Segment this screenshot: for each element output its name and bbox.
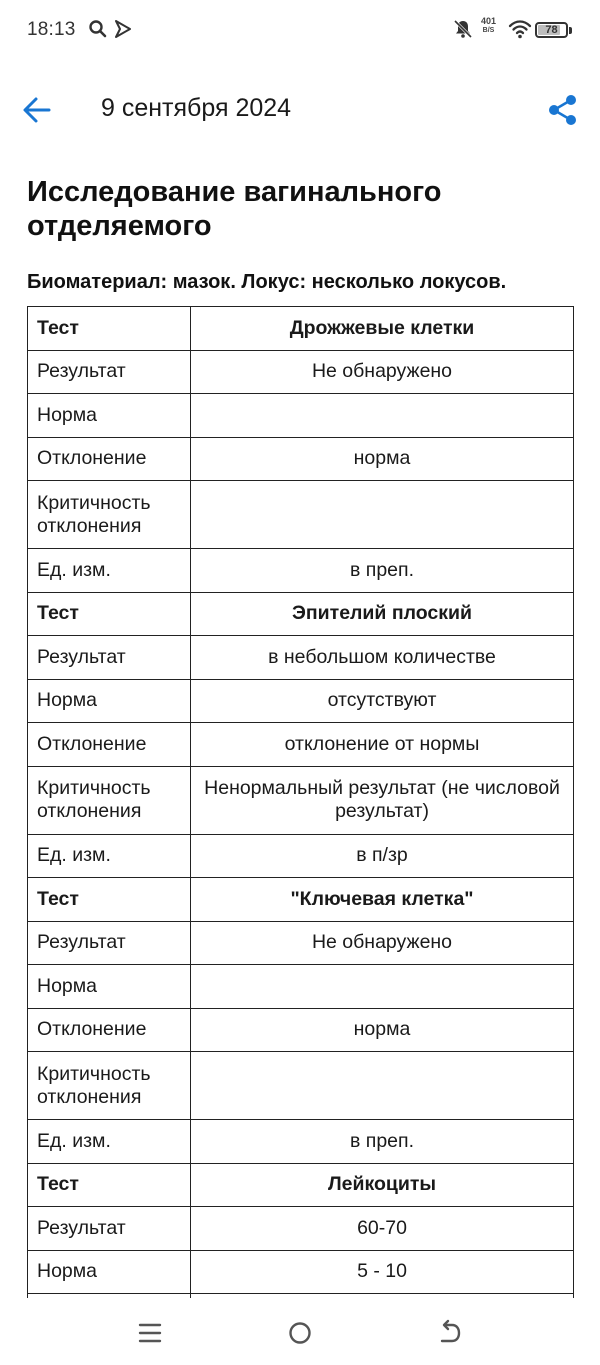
notifications-muted-icon (452, 18, 474, 40)
table-row (28, 723, 574, 767)
row-label: Тест (28, 592, 191, 636)
page-title: Исследование вагинального отделяемого (27, 176, 442, 242)
row-label: Норма (28, 679, 191, 723)
row-label: Критичность отклонения (28, 1052, 191, 1120)
row-value: 60-70 (191, 1207, 574, 1251)
table-row (28, 549, 574, 593)
row-value: Эпителий плоский (191, 592, 574, 636)
back-button[interactable] (18, 90, 58, 130)
row-label: Критичность отклонения (28, 766, 191, 834)
table-row (28, 437, 574, 481)
wifi-icon (508, 18, 532, 40)
table-row (28, 679, 574, 723)
row-value: норма (191, 1008, 574, 1052)
row-value: в преп. (191, 549, 574, 593)
row-value: в преп. (191, 1120, 574, 1164)
row-label: Отклонение (28, 1008, 191, 1052)
row-value: в небольшом количестве (191, 636, 574, 680)
network-speed-value: 401 (481, 16, 497, 26)
arrow-left-icon (18, 90, 58, 130)
menu-button[interactable] (133, 1316, 167, 1350)
page-date-title: 9 сентября 2024 (101, 94, 292, 122)
row-value: отклонение от нормы (191, 723, 574, 767)
system-navigation-bar (0, 1300, 600, 1365)
share-icon (543, 90, 583, 130)
row-value: в п/зр (191, 834, 574, 878)
row-label: Ед. изм. (28, 549, 191, 593)
battery-tip (569, 27, 572, 34)
row-value: Не обнаружено (191, 921, 574, 965)
row-value: "Ключевая клетка" (191, 878, 574, 922)
table-test-header-row (28, 592, 574, 636)
row-value (191, 394, 574, 438)
row-value (191, 965, 574, 1009)
row-value: Дрожжевые клетки (191, 307, 574, 351)
table-row (28, 766, 574, 834)
row-value (191, 481, 574, 549)
row-value: Ненормальный результат (не числовой результат) (191, 766, 574, 834)
row-label: Тест (28, 878, 191, 922)
table-row (28, 1207, 574, 1251)
table-row (28, 481, 574, 549)
row-label: Результат (28, 350, 191, 394)
table-row (28, 1250, 574, 1294)
row-value: отсутствуют (191, 679, 574, 723)
table-row (28, 834, 574, 878)
row-value (191, 1052, 574, 1120)
row-label: Ед. изм. (28, 834, 191, 878)
row-label: Критичность отклонения (28, 481, 191, 549)
row-value: Не обнаружено (191, 350, 574, 394)
row-label: Отклонение (28, 723, 191, 767)
battery-indicator (535, 22, 568, 38)
row-label: Ед. изм. (28, 1120, 191, 1164)
row-value (191, 1294, 574, 1299)
row-label: Отклонение (28, 437, 191, 481)
menu-icon (133, 1316, 167, 1350)
table-row (28, 1052, 574, 1120)
row-value: Лейкоциты (191, 1163, 574, 1207)
table-test-header-row (28, 307, 574, 351)
table-row (28, 965, 574, 1009)
table-test-header-row (28, 878, 574, 922)
status-bar (0, 0, 600, 62)
battery-level: 78 (545, 24, 558, 36)
table-row (28, 1120, 574, 1164)
back-nav-button[interactable] (433, 1316, 467, 1350)
table-row (28, 394, 574, 438)
row-value: норма (191, 437, 574, 481)
row-label (28, 1294, 191, 1299)
row-label: Результат (28, 921, 191, 965)
table-row (28, 921, 574, 965)
table-row (28, 636, 574, 680)
results-table (27, 306, 574, 1298)
search-icon (88, 18, 108, 40)
table-test-header-row (28, 1163, 574, 1207)
network-speed (481, 17, 496, 35)
navigation-icon (113, 18, 133, 40)
row-label: Норма (28, 1250, 191, 1294)
row-value: 5 - 10 (191, 1250, 574, 1294)
row-label: Результат (28, 636, 191, 680)
table-row (28, 1008, 574, 1052)
row-label: Норма (28, 394, 191, 438)
home-icon (283, 1316, 317, 1350)
row-label: Норма (28, 965, 191, 1009)
app-bar (0, 80, 600, 140)
results-table-container[interactable] (27, 306, 574, 1298)
row-label: Результат (28, 1207, 191, 1251)
share-button[interactable] (543, 90, 583, 130)
row-label: Тест (28, 307, 191, 351)
table-row (28, 350, 574, 394)
network-speed-unit: B/S (482, 27, 495, 34)
home-button[interactable] (283, 1316, 317, 1350)
biomaterial-info: Биоматериал: мазок. Локус: несколько локусов. (27, 271, 507, 293)
row-label: Тест (28, 1163, 191, 1207)
table-row (28, 1294, 574, 1299)
status-time: 18:13 (27, 19, 76, 40)
back-gesture-icon (433, 1316, 467, 1350)
